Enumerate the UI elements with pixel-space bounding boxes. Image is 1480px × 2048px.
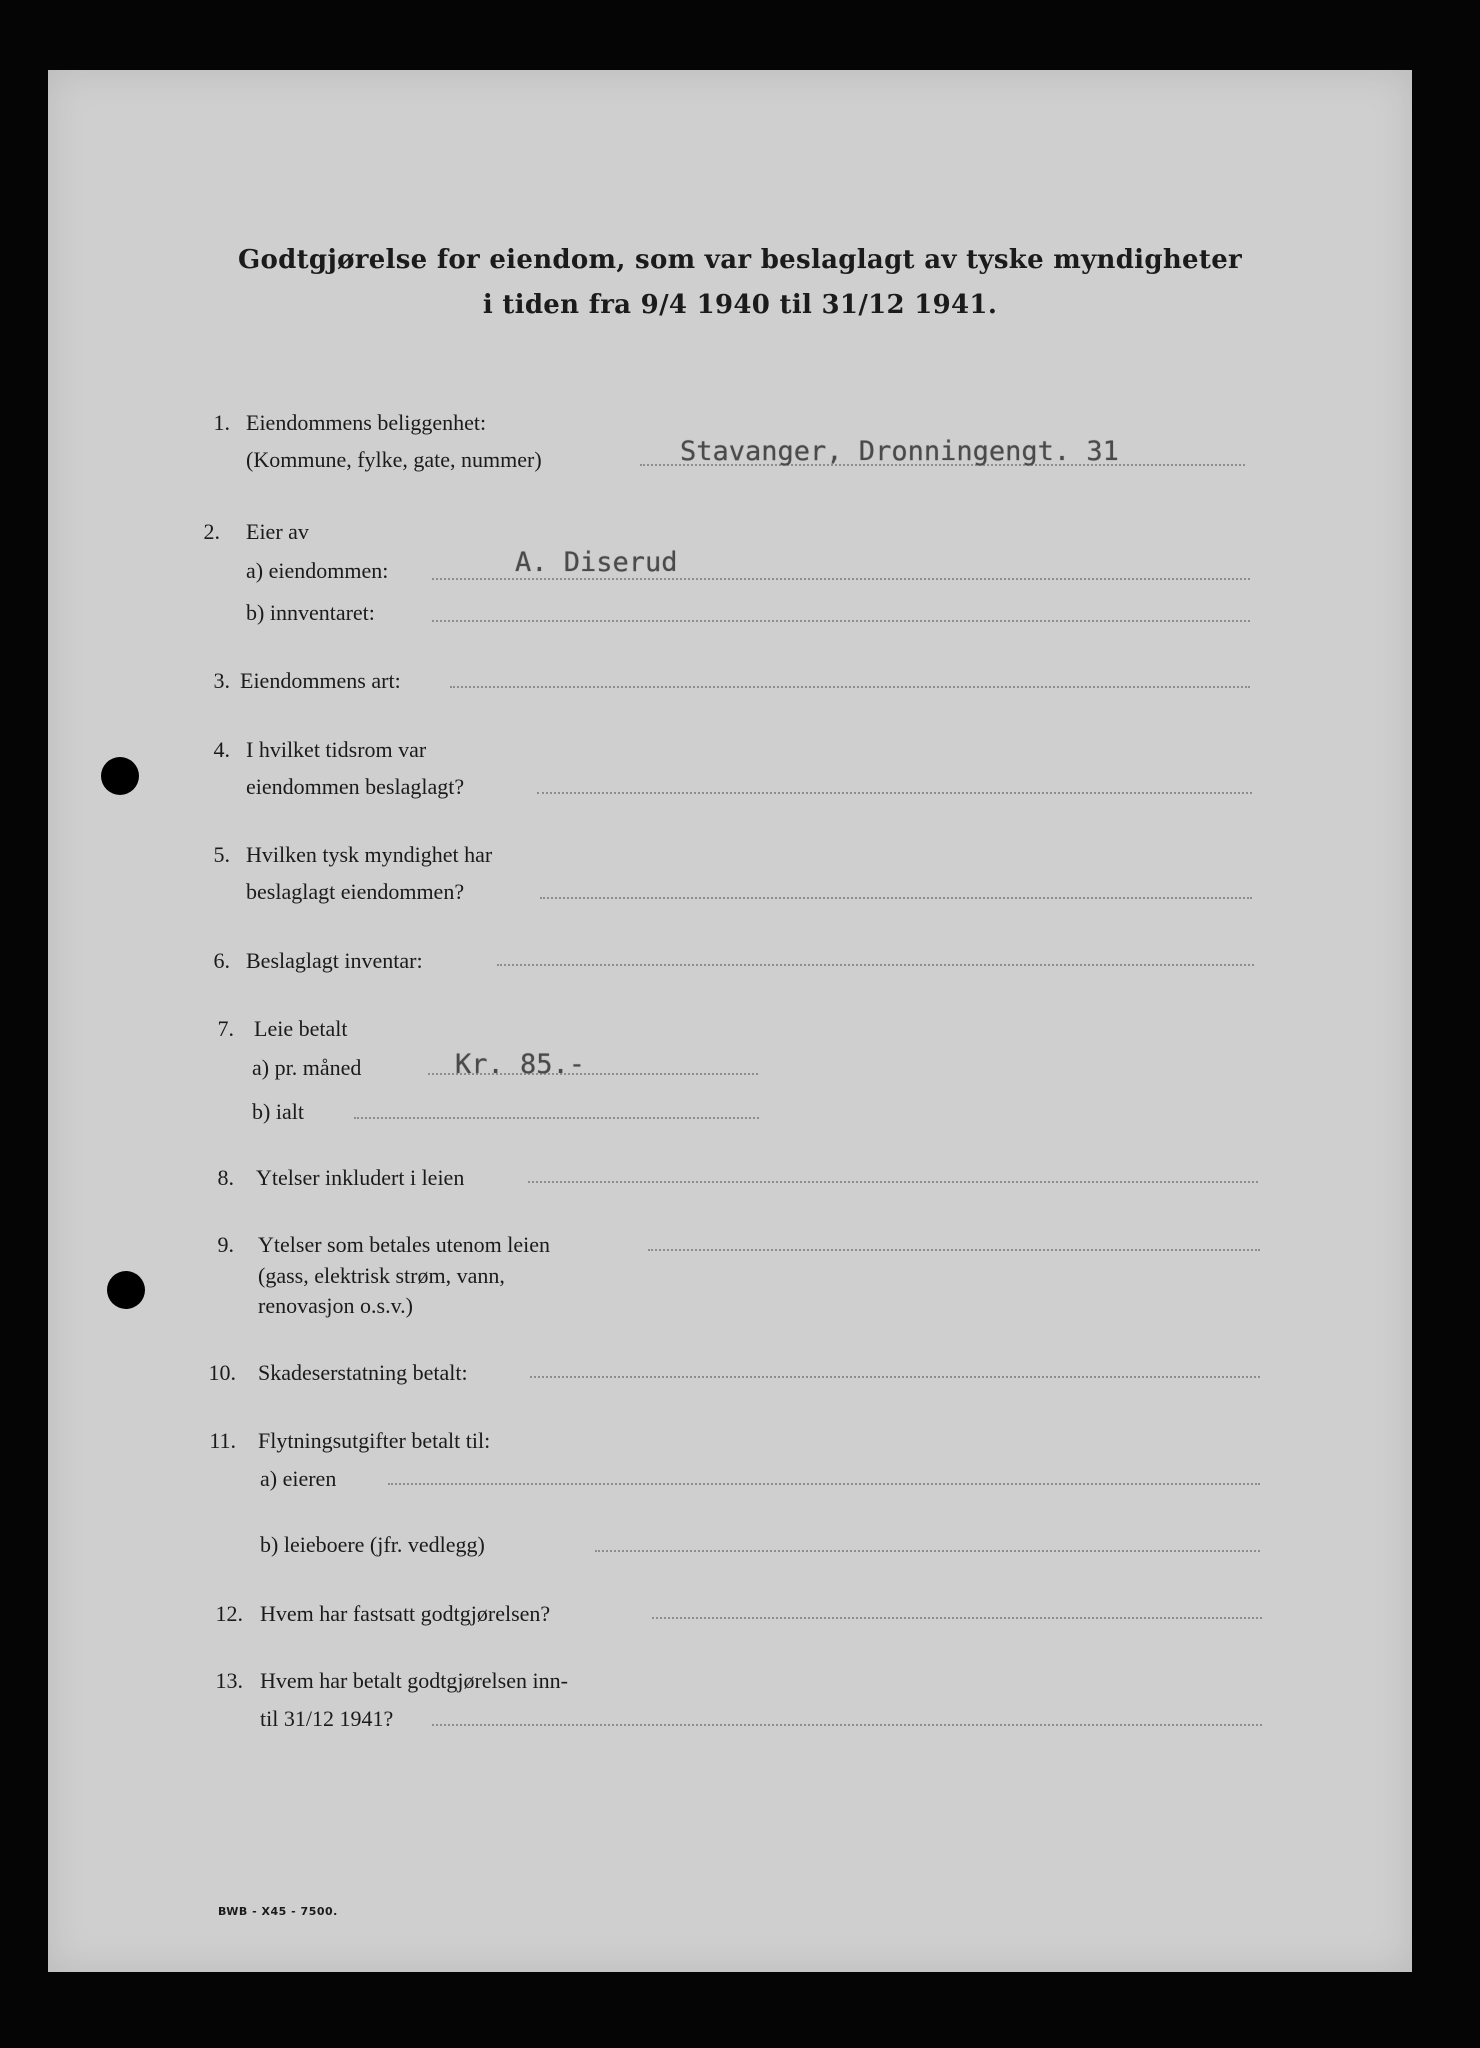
item-number: 11. — [209, 1428, 236, 1453]
form-title-line2: i tiden fra 9/4 1940 til 31/12 1941. — [482, 290, 998, 320]
q10-answer-line — [530, 1376, 1260, 1378]
punch-hole — [107, 1271, 145, 1309]
item-number: 12. — [215, 1601, 243, 1626]
q4-answer-line — [537, 792, 1252, 794]
item-number: 6. — [213, 948, 230, 973]
q8-answer-line — [528, 1181, 1258, 1183]
item-number: 3. — [213, 668, 230, 693]
form-title-line1: Godtgjørelse for eiendom, som var beslaglagt av tyske myndigheter — [237, 245, 1243, 275]
q1-label: Eiendommens beliggenhet: — [246, 410, 487, 435]
q2a-answer-line — [432, 578, 1250, 580]
q2a-typed-answer: A. Diserud — [515, 547, 678, 578]
q9-sublabel: renovasjon o.s.v.) — [258, 1293, 413, 1318]
q11b-answer-line — [595, 1550, 1260, 1552]
q9-sublabel: (gass, elektrisk strøm, vann, — [258, 1263, 505, 1288]
form-sheet — [48, 70, 1412, 1972]
item-number: 1. — [213, 410, 230, 435]
q7b-label: b) ialt — [252, 1099, 304, 1124]
q5-sublabel: beslaglagt eiendommen? — [246, 879, 465, 904]
item-number: 2. — [203, 519, 220, 544]
item-number: 9. — [217, 1232, 234, 1257]
q3-answer-line — [450, 686, 1250, 688]
item-number: 13. — [215, 1668, 243, 1693]
q7b-answer-line — [354, 1117, 759, 1119]
q6-label: Beslaglagt inventar: — [246, 948, 423, 973]
q1-typed-answer: Stavanger, Dronningengt. 31 — [680, 436, 1119, 467]
q3-label: Eiendommens art: — [240, 668, 401, 693]
q6-answer-line — [497, 964, 1254, 966]
q7-label: Leie betalt — [254, 1016, 348, 1041]
q2b-answer-line — [432, 620, 1250, 622]
q5-label: Hvilken tysk myndighet har — [246, 842, 493, 867]
q11b-label: b) leieboere (jfr. vedlegg) — [260, 1532, 485, 1557]
q2-label: Eier av — [246, 519, 309, 544]
q13-answer-line — [432, 1724, 1262, 1726]
q13-label: Hvem har betalt godtgjørelsen inn- — [260, 1668, 568, 1693]
item-number: 7. — [217, 1016, 234, 1041]
q5-answer-line — [540, 897, 1252, 899]
q2a-label: a) eiendommen: — [246, 558, 389, 583]
q4-sublabel: eiendommen beslaglagt? — [246, 774, 465, 799]
item-number: 4. — [213, 737, 230, 762]
q12-answer-line — [652, 1617, 1262, 1619]
q10-label: Skadeserstatning betalt: — [258, 1360, 468, 1385]
q4-label: I hvilket tidsrom var — [246, 737, 427, 762]
q11a-answer-line — [388, 1483, 1260, 1485]
punch-hole — [101, 757, 139, 795]
item-number: 10. — [208, 1360, 236, 1385]
item-number: 5. — [213, 842, 230, 867]
q9-label: Ytelser som betales utenom leien — [258, 1232, 551, 1257]
q8-label: Ytelser inkludert i leien — [256, 1165, 465, 1190]
q13-sublabel: til 31/12 1941? — [260, 1706, 394, 1731]
item-number: 8. — [217, 1165, 234, 1190]
q2b-label: b) innventaret: — [246, 600, 375, 625]
q9-answer-line — [648, 1249, 1260, 1251]
q7a-typed-answer: Kr. 85.- — [455, 1049, 586, 1080]
q1-sublabel: (Kommune, fylke, gate, nummer) — [246, 447, 542, 472]
q7a-label: a) pr. måned — [252, 1055, 362, 1080]
q11a-label: a) eieren — [260, 1466, 337, 1491]
q12-label: Hvem har fastsatt godtgjørelsen? — [260, 1601, 551, 1626]
q11-label: Flytningsutgifter betalt til: — [258, 1428, 491, 1453]
print-code: BWB - X45 - 7500. — [218, 1905, 338, 1918]
